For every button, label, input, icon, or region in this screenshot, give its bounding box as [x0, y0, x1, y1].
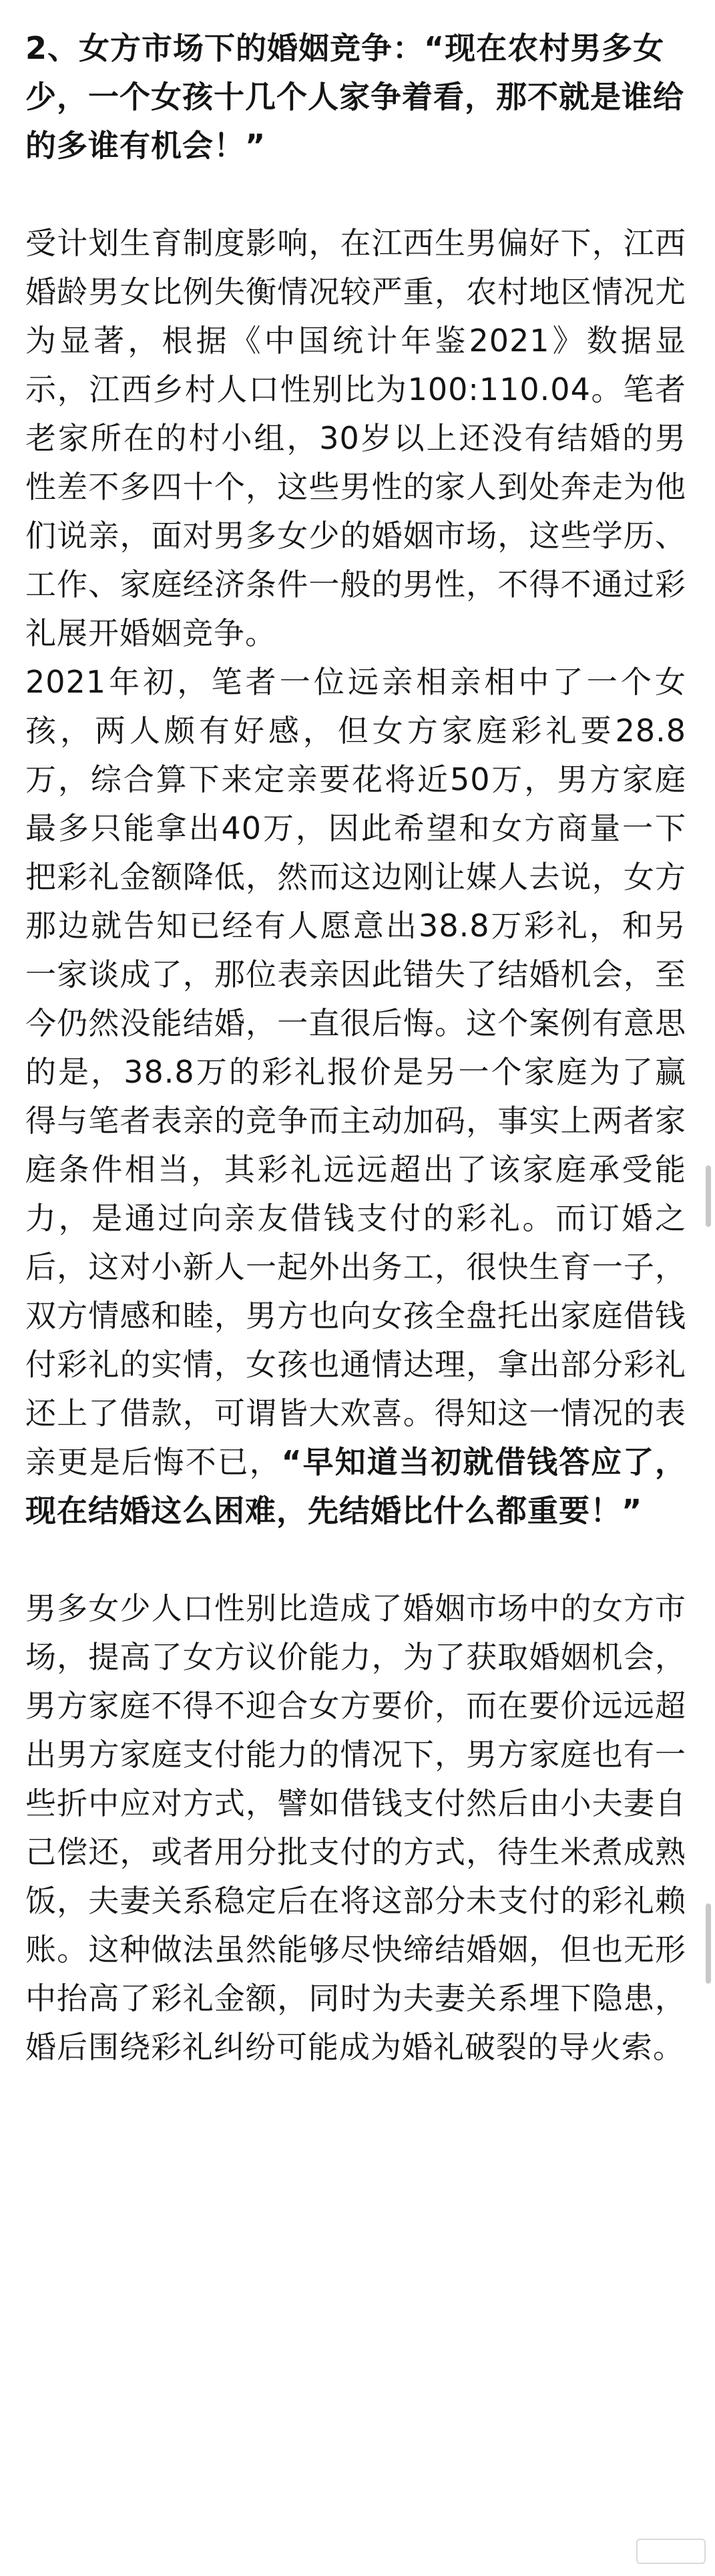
paragraph-2: [25, 658, 686, 1535]
paragraph-2-text: 2021年初，笔者一位远亲相亲相中了一个女孩，两人颇有好感，但女方家庭彩礼要28.8万，综合算下来定亲要花将近50万，男方家庭最多只能拿出40万，因此希望和女方商量一下把彩礼金额降低，然而这边刚让媒人去说，女方那边就告知已经有人愿意出38.8万彩礼，和另一家谈成了，那位表亲因此错失了结婚机会，至今仍然没能结婚，一直很后悔。这个案例有意思的是，38.8万的彩礼报价是另一个家庭为了赢得与笔者表亲的竞争而主动加码，事实上两者家庭条件相当，其彩礼远远超出了该家庭承受能力，是通过向亲友借钱支付的彩礼。而订婚之后，这对小新人一起外出务工，很快生育一子，双方情感和睦，男方也向女孩全盘托出家庭借钱付彩礼的实情，女孩也通情达理，拿出部分彩礼还上了借款，可谓皆大欢喜。得知这一情况的表亲更是后悔不已，: [25, 664, 686, 1480]
paragraph-2-quote: “早知道当初就借钱答应了，现在结婚这么困难，先结婚比什么都重要！”: [25, 1444, 687, 1529]
paragraph-1: 受计划生育制度影响，在江西生男偏好下，江西婚龄男女比例失衡情况较严重，农村地区情况尤为显著，根据《中国统计年鉴2021》数据显示，江西乡村人口性别比为100:110.04。笔者老家所在的村小组，30岁以上还没有结婚的男性差不多四十个，这些男性的家人到处奔走为他们说亲，面对男多女少的婚姻市场，这些学历、工作、家庭经济条件一般的男性，不得不通过彩礼展开婚姻竞争。: [25, 225, 686, 651]
scrollbar-thumb[interactable]: [706, 1165, 711, 1227]
article-body: [25, 24, 686, 2072]
watermark-logo: [636, 2539, 706, 2564]
paragraph-3: 男多女少人口性别比造成了婚姻市场中的女方市场，提高了女方议价能力，为了获取婚姻机会，男方家庭不得不迎合女方要价，而在要价远远超出男方家庭支付能力的情况下，男方家庭也有一些折中应对方式，譬如借钱支付然后由小夫妻自己偿还，或者用分批支付的方式，待生米煮成熟饭，夫妻关系稳定后在将这部分未支付的彩礼赖账。这种做法虽然能够尽快缔结婚姻，但也无形中抬高了彩礼金额，同时为夫妻关系埋下隐患，婚后围绕彩礼纠纷可能成为婚礼破裂的导火索。: [25, 1590, 686, 2065]
scrollbar-thumb-secondary[interactable]: [706, 1903, 711, 1984]
section-heading: 2、女方市场下的婚姻竞争：“现在农村男多女少，一个女孩十几个人家争着看，那不就是谁给的多谁有机会！”: [25, 30, 684, 164]
